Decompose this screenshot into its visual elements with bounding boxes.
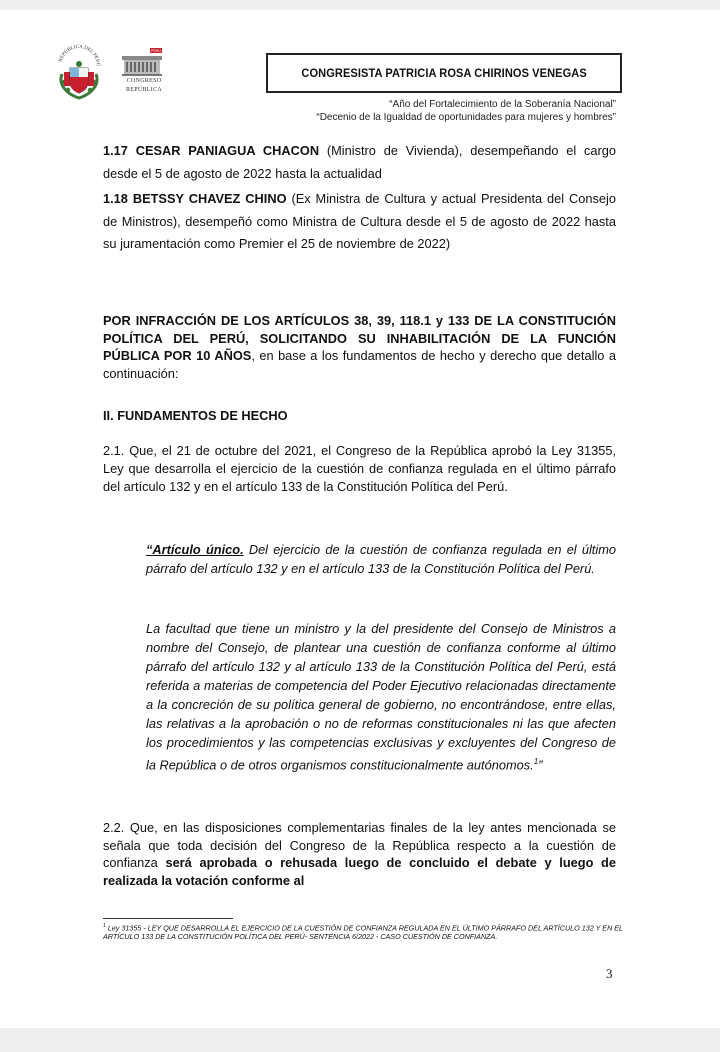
quote-article-unico [146, 540, 616, 578]
paragraph-2-1: 2.1. Que, el 21 de octubre del 2021, el Congreso de la República aprobó la Ley 31355, Ley que desarrolla el ejercicio de la cuestión de confianza regulada en el último párrafo del artículo 132 y en el artículo 133 de la Constitución Política del Perú. [103, 443, 616, 495]
paragraph-2-2-text: 2.2. Que, en las disposiciones complementarias finales de la ley antes mencionada se señala que toda decisión del Congreso de la República respecto a la cuestión de confianza [103, 820, 616, 871]
congresista-banner [266, 53, 622, 93]
footnote [103, 922, 623, 941]
republica-logo-text: REPÚBLICA [125, 87, 163, 93]
page-number: 3 [606, 966, 613, 981]
infraccion-text: , en base a los fundamentos de hecho y derecho que detallo a continuación: [103, 348, 617, 381]
peru-coat-of-arms-logo [54, 44, 104, 100]
paragraph-2-2-bold: será aprobada o rehusada luego de concluido el debate y luego de realizada la votación conforme al [103, 855, 616, 888]
footnote-divider [103, 918, 233, 919]
document-page [0, 10, 720, 1028]
header-logos [54, 44, 170, 112]
congress-building-icon [120, 48, 164, 76]
section-heading: II. FUNDAMENTOS DE HECHO [103, 408, 288, 423]
quote-title: “Artículo único. [146, 542, 244, 557]
paragraph-2-2 [103, 819, 616, 889]
footnote-text: Ley 31355 - LEY QUE DESARROLLA EL EJERCICIO DE LA CUESTIÓN DE CONFIANZA REGULADA EN EL ÚLTIMO PÁRRAFO DEL ARTÍCULO 132 Y EN EL ARTÍCULO 133 DE LA CONSTITUCIÓN POLÍTICA DEL PERÚ- SENTENCIA 6/2022 - CASO CUESTIÓN DE CONFIANZA. [103, 923, 623, 941]
item-1-18-text: (Ex Ministra de Cultura y actual Presidenta del Consejo de Ministros), desempeñó como Ministra de Cultura desde el 5 de agosto de 2022 hasta su juramentación como Premier el 25 de noviembre de 2022) [103, 191, 617, 251]
footnote-mark: 1 [103, 923, 106, 929]
quote-text-2: La facultad que tiene un ministro y la del presidente del Consejo de Ministros a nombre del Consejo, de plantear una cuestión de confianza conforme al último párrafo del artículo 132 y al artículo 133 de la Constitución Política del Perú, está referida a materias de competencia del Poder Ejecutivo relacionadas directamente a la concreción de su política general de gobierno, no encontrándose, entre ellas, las relativas a la aprobación o no de reformas constitucionales ni las que afecten los procedimientos y las competencias exclusivas y excluyentes del Congreso de la República o de otros organismos constitucionalmente autónomos. [146, 621, 616, 773]
motto-line-1: “Año del Fortalecimiento de la Soberanía Nacional” [389, 99, 616, 110]
infraccion-paragraph [103, 312, 616, 382]
item-1-17-text: (Ministro de Vivienda), desempeñando el cargo desde el 5 de agosto de 2022 hasta la actualidad [103, 143, 617, 181]
item-1-18-name: 1.18 BETSSY CHAVEZ CHINO [103, 191, 287, 206]
header-mottos [316, 98, 616, 124]
quote-text-1: Del ejercicio de la cuestión de confianza regulada en el último párrafo del artículo 132 y en el artículo 133 de la Constitución Política del Perú. [146, 542, 616, 576]
quote-paragraph-2 [146, 619, 616, 774]
quote-close: ” [538, 757, 543, 773]
infraccion-bold: POR INFRACCIÓN DE LOS ARTÍCULOS 38, 39, 118.1 y 133 DE LA CONSTITUCIÓN POLÍTICA DEL PERÚ, SOLICITANDO SU INHABILITACIÓN DE LA FUNCIÓN PÚBLICA POR 10 AÑOS [103, 313, 616, 364]
item-1-17 [103, 140, 616, 185]
banner-title: CONGRESISTA PATRICIA ROSA CHIRINOS VENEGAS [301, 66, 587, 80]
item-1-17-name: 1.17 CESAR PANIAGUA CHACON [103, 143, 320, 158]
item-1-18 [103, 188, 616, 256]
svg-text:REPÚBLICA DEL PERÚ: REPÚBLICA DEL PERÚ [58, 44, 101, 67]
congreso-logo [118, 48, 170, 112]
motto-line-2: “Decenio de la Igualdad de oportunidades para mujeres y hombres” [316, 112, 616, 123]
svg-text:PERÚ: PERÚ [151, 49, 161, 53]
congreso-logo-text: CONGRESO [126, 78, 162, 84]
footnote-reference: 1 [533, 757, 539, 766]
